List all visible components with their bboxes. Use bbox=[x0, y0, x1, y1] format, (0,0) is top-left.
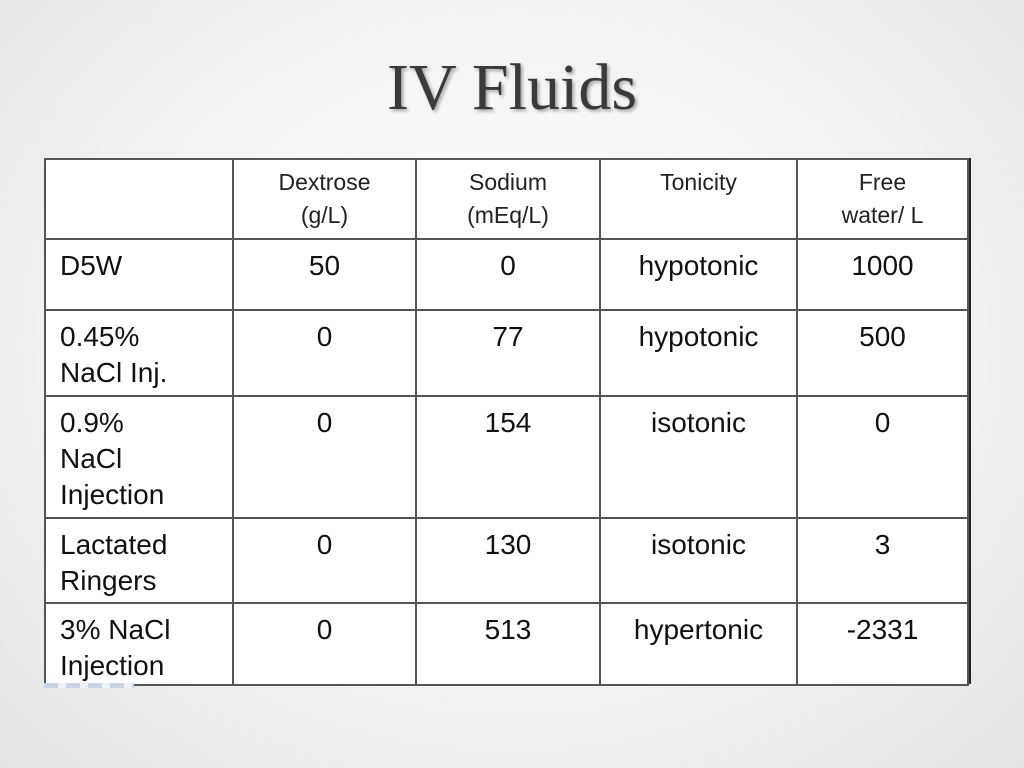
header-free-water-line1: Free bbox=[858, 169, 907, 195]
cell-sodium: 0 bbox=[416, 239, 600, 310]
header-free-water bbox=[797, 159, 968, 239]
row-label-line: D5W bbox=[60, 250, 123, 281]
table-row bbox=[45, 518, 968, 603]
cell-dextrose: 50 bbox=[233, 239, 416, 310]
iv-fluids-table-container bbox=[44, 158, 971, 684]
header-sodium-line2: (mEq/L) bbox=[467, 202, 549, 228]
row-label-line: NaCl bbox=[60, 443, 123, 474]
cell-free-water: 1000 bbox=[797, 239, 968, 310]
cell-free-water: 500 bbox=[797, 310, 968, 396]
cell-dextrose: 0 bbox=[233, 518, 416, 603]
cell-free-water: -2331 bbox=[797, 603, 968, 685]
row-label-045-nacl bbox=[45, 310, 233, 396]
row-label-line: Injection bbox=[60, 479, 165, 510]
header-free-water-line2: water/ L bbox=[841, 202, 924, 228]
iv-fluids-table bbox=[44, 158, 969, 686]
header-dextrose bbox=[233, 159, 416, 239]
row-label-09-nacl bbox=[45, 396, 233, 518]
row-label-3-nacl bbox=[45, 603, 233, 685]
cell-sodium: 513 bbox=[416, 603, 600, 685]
cell-free-water: 3 bbox=[797, 518, 968, 603]
cell-dextrose: 0 bbox=[233, 603, 416, 685]
table-header-row bbox=[45, 159, 968, 239]
row-label-lactated-ringers bbox=[45, 518, 233, 603]
cell-sodium: 130 bbox=[416, 518, 600, 603]
cell-sodium: 77 bbox=[416, 310, 600, 396]
cell-tonicity: hypotonic bbox=[600, 310, 797, 396]
row-label-line: Lactated bbox=[60, 529, 168, 560]
row-label-line: 3% NaCl bbox=[60, 614, 171, 645]
slide-title: IV Fluids bbox=[386, 51, 637, 124]
header-sodium bbox=[416, 159, 600, 239]
header-tonicity-line1: Tonicity bbox=[660, 169, 737, 195]
table-row bbox=[45, 396, 968, 518]
cell-tonicity: isotonic bbox=[600, 518, 797, 603]
row-label-line: Injection bbox=[60, 650, 165, 681]
table-row bbox=[45, 603, 968, 685]
header-sodium-line1: Sodium bbox=[469, 169, 547, 195]
header-dextrose-line1: Dextrose bbox=[278, 169, 371, 195]
decorative-strip bbox=[44, 683, 134, 688]
cell-dextrose: 0 bbox=[233, 310, 416, 396]
cell-tonicity: isotonic bbox=[600, 396, 797, 518]
header-empty-cell bbox=[45, 159, 233, 239]
table-row bbox=[45, 239, 968, 310]
cell-free-water: 0 bbox=[797, 396, 968, 518]
cell-dextrose: 0 bbox=[233, 396, 416, 518]
cell-tonicity: hypotonic bbox=[600, 239, 797, 310]
cell-sodium: 154 bbox=[416, 396, 600, 518]
header-dextrose-line2: (g/L) bbox=[300, 202, 349, 228]
header-tonicity bbox=[600, 159, 797, 239]
row-label-line: 0.9% bbox=[60, 407, 124, 438]
row-label-d5w bbox=[45, 239, 233, 310]
table-row bbox=[45, 310, 968, 396]
row-label-line: NaCl Inj. bbox=[60, 357, 168, 388]
row-label-line: 0.45% bbox=[60, 321, 140, 352]
row-label-line: Ringers bbox=[60, 565, 157, 596]
cell-tonicity: hypertonic bbox=[600, 603, 797, 685]
